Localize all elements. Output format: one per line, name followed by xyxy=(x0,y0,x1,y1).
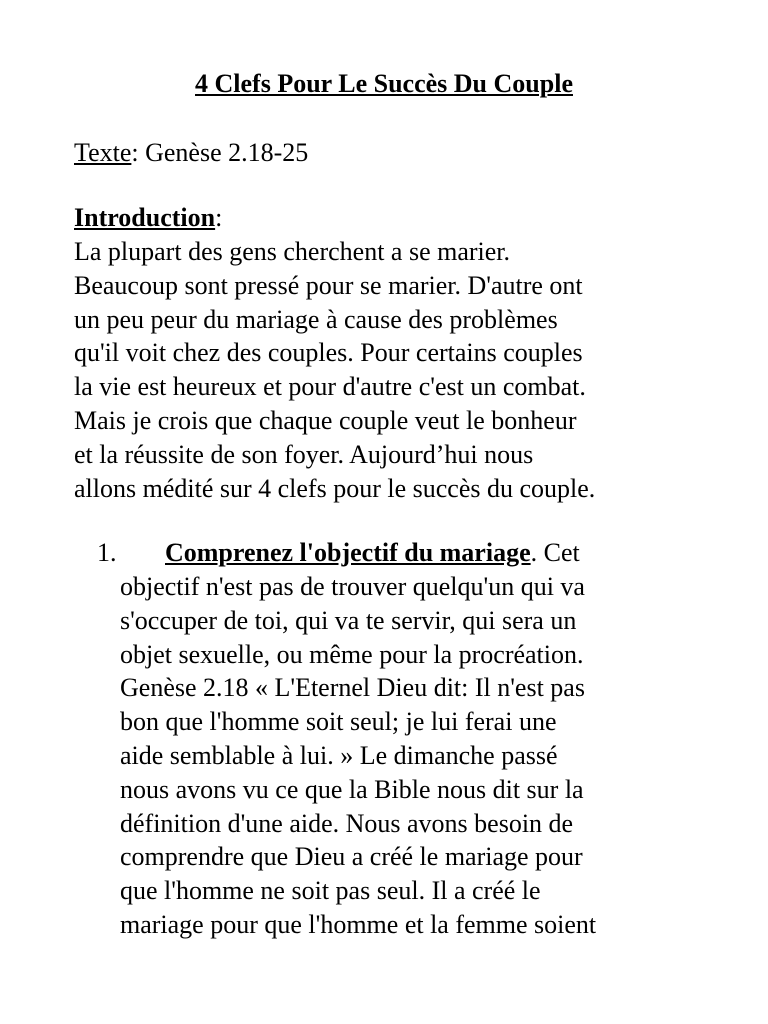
list-item-body xyxy=(120,536,596,942)
list-item-line: objectif n'est pas de trouver quelqu'un qui va xyxy=(120,572,585,601)
introduction-section xyxy=(74,201,595,505)
list-item-heading: Comprenez l'objectif du mariage xyxy=(165,538,531,567)
list-item-line: comprendre que Dieu a créé le mariage pour xyxy=(120,842,583,872)
list-item-line: Genèse 2.18 « L'Eternel Dieu dit: Il n'est pas xyxy=(120,673,585,703)
intro-line: Mais je crois que chaque couple veut le bonheur xyxy=(74,405,577,435)
texte-value: : Genèse 2.18-25 xyxy=(131,138,309,167)
intro-line: un peu peur du mariage à cause des problèmes xyxy=(74,304,558,334)
texte-label: Texte xyxy=(74,138,132,167)
scripture-reference xyxy=(74,136,308,170)
list-item-line: mariage pour que l'homme et la femme soient xyxy=(120,909,597,939)
list-item-line: que l'homme ne soit pas seul. Il a créé le xyxy=(120,876,541,906)
list-item-line: aide semblable à lui. » Le dimanche passé xyxy=(120,740,558,770)
intro-line: qu'il voit chez des couples. Pour certains couples xyxy=(74,338,583,368)
introduction-heading xyxy=(74,201,595,235)
list-item-line: nous avons vu ce que la Bible nous dit sur la xyxy=(120,774,584,804)
list-item-line: bon que l'homme soit seul; je lui ferai une xyxy=(120,707,557,737)
intro-line: et la réussite de son foyer. Aujourd’hui nous xyxy=(74,439,534,469)
list-item-line: s'occuper de toi, qui va te servir, qui sera un xyxy=(120,605,577,635)
intro-line: la vie est heureux et pour d'autre c'est un combat. xyxy=(74,372,586,402)
intro-line: La plupart des gens cherchent a se marier. xyxy=(74,237,511,266)
list-item-line: définition d'une aide. Nous avons besoin de xyxy=(120,808,574,838)
intro-line: Beaucoup sont pressé pour se marier. D'autre ont xyxy=(74,270,583,300)
list-item-heading-tail: . Cet xyxy=(530,538,580,567)
intro-line: allons médité sur 4 clefs pour le succès du couple. xyxy=(74,473,596,503)
introduction-heading-text: Introduction xyxy=(74,203,216,232)
list-item-number: 1. xyxy=(97,538,117,567)
introduction-heading-colon: : xyxy=(215,203,223,232)
document-title: 4 Clefs Pour Le Succès Du Couple xyxy=(195,69,573,98)
list-item-heading-line xyxy=(120,536,596,570)
list-item-line: objet sexuelle, ou même pour la procréation. xyxy=(120,639,584,669)
